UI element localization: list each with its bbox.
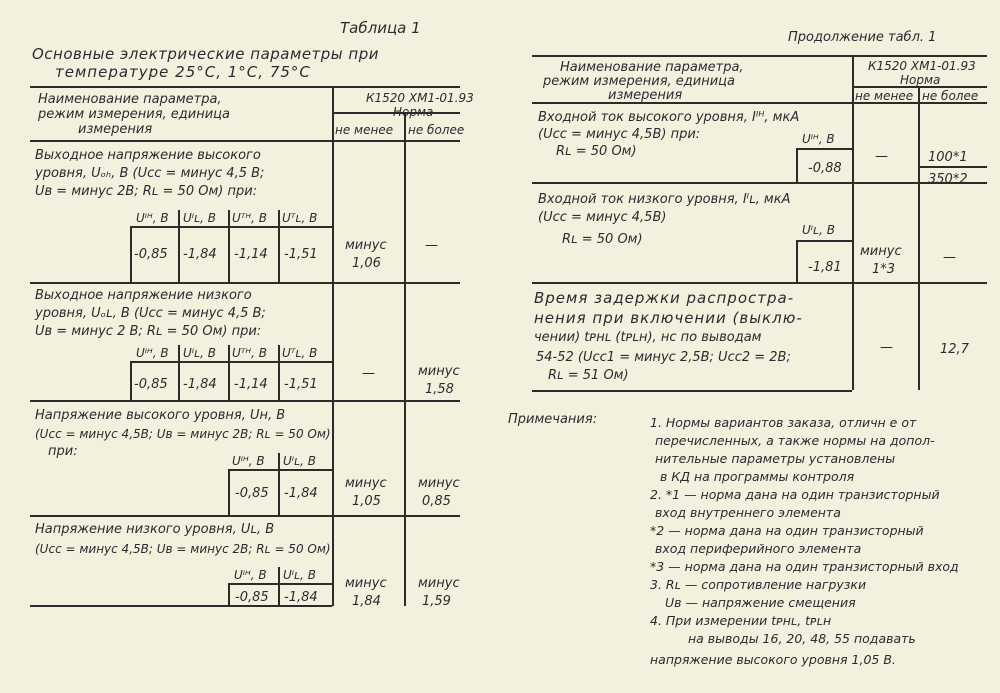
norm-min: минус (860, 244, 902, 259)
norm-min: минус (345, 576, 387, 591)
rule (228, 210, 230, 282)
header-name: режим измерения, единица (38, 107, 230, 122)
param-text: Входной ток высокого уровня, Iᴵᴴ, мкА (538, 110, 800, 125)
param-text: 54-52 (Ucc1 = минус 2,5В; Ucc2 = 2В; (536, 350, 791, 365)
param-text: уровня, Uₒʟ, В (Ucc = минус 4,5 В; (35, 306, 266, 321)
param-text: (Ucc = минус 4,5В) (538, 210, 667, 225)
sub-value: -1,51 (284, 377, 318, 392)
sub-value: -1,84 (284, 486, 318, 501)
note-line: вход периферийного элемента (655, 541, 862, 556)
param-text: (Ucc = минус 4,5В) при: (538, 127, 701, 142)
rule (30, 400, 460, 402)
rule (278, 567, 280, 605)
rule (796, 148, 852, 150)
rule (278, 210, 280, 282)
sub-header: Uᴵʟ, В (283, 568, 316, 582)
header-max: не более (922, 89, 979, 103)
sub-header: Uᵀᴴ, В (232, 211, 267, 225)
param-text: Входной ток низкого уровня, Iᴵʟ, мкА (538, 192, 791, 207)
table-title-line2: температуре 25°С, 1°С, 75°С (55, 63, 311, 81)
param-text: Время задержки распростра- (534, 289, 795, 307)
param-text: Rʟ = 50 Ом) (562, 232, 643, 247)
param-text: чении) tᴘʜʟ (tᴘʟʜ), нс по выводам (534, 330, 762, 345)
param-text: при: (48, 444, 78, 459)
note-line: перечисленных, а также нормы на допол- (655, 433, 935, 448)
norm-max: минус (418, 476, 460, 491)
rule (130, 361, 132, 400)
param-text: Uв = минус 2В; Rʟ = 50 Ом) при: (35, 184, 258, 199)
notes-label: Примечания: (508, 412, 598, 427)
param-text: Uв = минус 2 В; Rʟ = 50 Ом) при: (35, 324, 262, 339)
sub-header: Uᵀʟ, В (282, 211, 318, 225)
rule (918, 86, 920, 390)
rule (332, 86, 334, 606)
rule (918, 166, 987, 168)
header-name: Наименование параметра, (560, 60, 744, 75)
note-line: вход внутреннего элемента (655, 505, 841, 520)
header-min: не менее (335, 123, 394, 137)
rule (228, 469, 332, 471)
rule (532, 390, 852, 392)
norm-min: 1,05 (352, 494, 381, 509)
sub-value: -0,85 (134, 377, 168, 392)
sub-header: Uᴵᴴ, В (234, 568, 267, 582)
norm-max: 1,59 (422, 594, 451, 609)
sub-value: -1,14 (234, 377, 268, 392)
header-name: режим измерения, единица (543, 74, 735, 89)
rule (532, 55, 987, 57)
note-line: 1. Нормы вариантов заказа, отличн е от (650, 415, 917, 430)
sub-header: Uᵀᴴ, В (232, 346, 267, 360)
sub-header: Uᴵᴴ, В (136, 211, 169, 225)
table-caption: Таблица 1 (340, 19, 421, 37)
norm-min: 1,84 (352, 594, 381, 609)
header-device: К1520 ХМ1-01.93 (868, 59, 976, 73)
rule (30, 140, 460, 142)
sub-value: -0,85 (235, 486, 269, 501)
sub-value: -1,81 (808, 260, 842, 275)
rule (796, 240, 798, 282)
header-device: К1520 ХМ1-01.93 (366, 91, 474, 105)
sub-header: Uᴵʟ, В (183, 346, 216, 360)
header-name: Наименование параметра, (38, 92, 222, 107)
rule (228, 345, 230, 400)
sub-header: Uᴵʟ, В (283, 454, 316, 468)
norm-max: — (425, 238, 438, 253)
rule (130, 361, 332, 363)
norm-min: — (875, 149, 888, 164)
norm-min: минус (345, 238, 387, 253)
sub-value: -1,84 (183, 247, 217, 262)
sub-value: -0,85 (134, 247, 168, 262)
note-line: Uв — напряжение смещения (665, 595, 856, 610)
param-text: (Ucc = минус 4,5В; Uв = минус 2В; Rʟ = 50 Ом) (35, 427, 331, 441)
sub-header: Uᵀʟ, В (282, 346, 318, 360)
norm-max: 0,85 (422, 494, 451, 509)
rule (404, 112, 406, 606)
continuation-caption: Продолжение табл. 1 (788, 30, 937, 45)
norm-max: 350*2 (928, 172, 968, 187)
rule (30, 86, 460, 88)
param-text: (Ucc = минус 4,5В; Uв = минус 2В; Rʟ = 50 Ом) (35, 542, 331, 556)
note-line: на выводы 16, 20, 48, 55 подавать (688, 631, 916, 646)
note-line: *2 — норма дана на один транзисторный (650, 523, 924, 538)
header-norma: Норма (900, 73, 941, 87)
norm-max: минус (418, 364, 460, 379)
table-title-line1: Основные электрические параметры при (32, 45, 379, 63)
header-min: не менее (855, 89, 914, 103)
rule (278, 453, 280, 515)
sub-header: Uᴵᴴ, В (232, 454, 265, 468)
param-text: нения при включении (выклю- (534, 309, 803, 327)
param-text: уровня, Uₒₕ, В (Ucc = минус 4,5 В; (35, 166, 265, 181)
param-text: Rʟ = 51 Ом) (548, 368, 629, 383)
rule (30, 515, 460, 517)
note-line: нительные параметры установлены (655, 451, 896, 466)
rule (178, 345, 180, 400)
norm-max: 100*1 (928, 150, 968, 165)
rule (796, 240, 852, 242)
norm-max: 12,7 (940, 342, 969, 357)
sub-header: Uᴵʟ, В (802, 223, 835, 237)
rule (796, 148, 798, 182)
sub-value: -1,84 (183, 377, 217, 392)
rule (278, 345, 280, 400)
note-line: *3 — норма дана на один транзисторный вход (650, 559, 959, 574)
rule (228, 469, 230, 515)
rule (852, 55, 854, 390)
sub-header: Uᴵʟ, В (183, 211, 216, 225)
sub-value: -1,51 (284, 247, 318, 262)
param-text: Rʟ = 50 Ом) (556, 144, 637, 159)
norm-min: 1*3 (872, 262, 896, 277)
note-line: в КД на программы контроля (660, 469, 855, 484)
note-line: 4. При измерении tᴘʜʟ, tᴘʟʜ (650, 613, 832, 628)
sub-value: -0,85 (235, 590, 269, 605)
param-text: Выходное напряжение высокого (35, 148, 261, 163)
norm-max: 1,58 (425, 382, 454, 397)
rule (532, 282, 987, 284)
param-text: Выходное напряжение низкого (35, 288, 252, 303)
note-line: напряжение высокого уровня 1,05 В. (650, 652, 896, 667)
rule (228, 583, 332, 585)
rule (130, 226, 132, 282)
rule (178, 210, 180, 282)
note-line: 3. Rʟ — сопротивление нагрузки (650, 577, 867, 592)
rule (532, 182, 987, 184)
rule (228, 583, 230, 605)
sub-value: -1,84 (284, 590, 318, 605)
norm-min: 1,06 (352, 256, 381, 271)
norm-min: — (362, 366, 375, 381)
sub-value: -0,88 (808, 161, 842, 176)
header-name: измерения (608, 88, 683, 103)
sub-header: Uᴵᴴ, В (136, 346, 169, 360)
param-text: Напряжение низкого уровня, Uʟ, В (35, 522, 275, 537)
rule (30, 282, 460, 284)
header-name: измерения (78, 122, 153, 137)
param-text: Напряжение высокого уровня, Uʜ, В (35, 408, 286, 423)
sub-value: -1,14 (234, 247, 268, 262)
header-norma: Норма (393, 105, 434, 119)
norm-max: — (943, 250, 956, 265)
header-max: не более (408, 123, 465, 137)
norm-min: — (880, 340, 893, 355)
note-line: 2. *1 — норма дана на один транзисторный (650, 487, 940, 502)
norm-min: минус (345, 476, 387, 491)
rule (130, 226, 332, 228)
sub-header: Uᴵᴴ, В (802, 132, 835, 146)
norm-max: минус (418, 576, 460, 591)
